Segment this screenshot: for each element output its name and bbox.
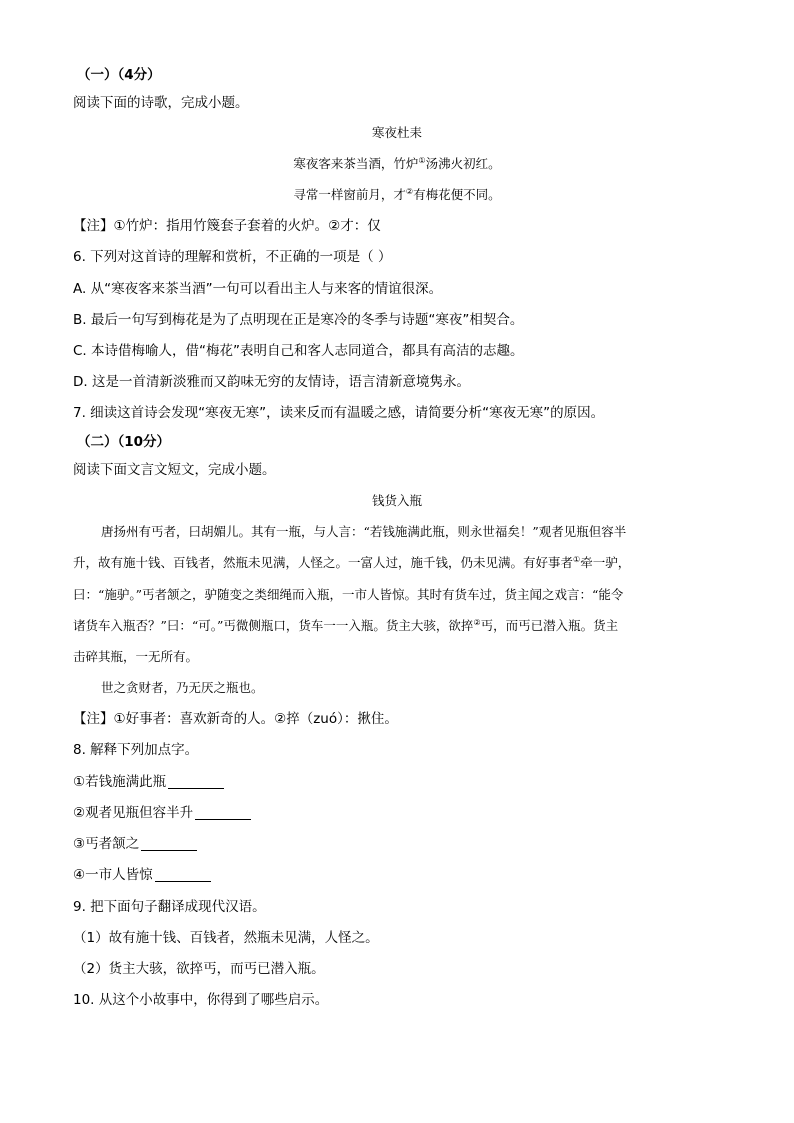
q8-item-2-text: ②观者见瓶但容半升 [73, 805, 194, 821]
passage-line-5: 击碎其瓶，一无所有。 [73, 649, 199, 664]
passage-line-3: 曰：“施驴。”丐者颔之，驴随变之类细绳而入瓶，一市人皆惊。其时有货车过，货主闻之戏言：“能令 [73, 587, 624, 602]
question-8: 8. 解释下列加点字。 [73, 742, 199, 758]
passage-line-2-a: 升，故有施十钱、百钱者，然瓶未见满，人怪之。一富人过，施千钱，仍未见满。有好事者 [73, 555, 574, 570]
q8-item-4-text: ④一市人皆惊 [73, 867, 153, 883]
poem-line-2-b: 有梅花便不同。 [413, 187, 501, 202]
passage-line-4 [73, 617, 721, 635]
poem-line-2 [0, 186, 794, 204]
q8-item-4 [73, 866, 211, 884]
passage-conclusion: 世之贪财者，乃无厌之瓶也。 [101, 680, 264, 695]
passage-line-2 [73, 554, 721, 572]
passage-line-2-b: 牵一驴， [580, 555, 631, 570]
q8-item-3 [73, 835, 197, 853]
poem-title: 寒夜杜耒 [371, 125, 422, 140]
option-a: A. 从“寒夜客来茶当酒”一句可以看出主人与来客的情谊很深。 [73, 281, 443, 297]
section2-header: （二）（10分） [77, 434, 171, 450]
section1-header: （一）（4分） [77, 67, 161, 83]
poem-note: 【注】①竹炉：指用竹篾套子套着的火炉。②才：仅 [73, 218, 381, 234]
answer-blank-3[interactable] [141, 836, 197, 851]
option-d: D. 这是一首清新淡雅而又韵味无穷的友情诗，语言清新意境隽永。 [73, 374, 470, 390]
passage-title: 钱货入瓶 [371, 493, 422, 508]
q8-item-1 [73, 773, 224, 791]
question-7: 7. 细读这首诗会发现“寒夜无寒”，读来反而有温暖之感，请简要分析“寒夜无寒”的原因。 [73, 405, 605, 421]
q8-item-3-text: ③丐者颔之 [73, 836, 140, 852]
poem-line-1-a: 寒夜客来茶当酒，竹炉 [293, 156, 419, 171]
q8-item-2 [73, 804, 251, 822]
footnote-mark-1: ① [418, 155, 426, 165]
question-9: 9. 把下面句子翻译成现代汉语。 [73, 899, 266, 915]
answer-blank-1[interactable] [168, 774, 224, 789]
footnote-mark-2: ② [405, 186, 414, 196]
question-6: 6. 下列对这首诗的理解和赏析，不正确的一项是（ ） [73, 249, 392, 265]
poem-line-1-b: 汤沸火初红。 [425, 156, 501, 171]
answer-blank-2[interactable] [195, 805, 251, 820]
section1-instruction: 阅读下面的诗歌，完成小题。 [73, 95, 249, 111]
poem-line-1 [0, 155, 794, 173]
question-10: 10. 从这个小故事中，你得到了哪些启示。 [73, 992, 329, 1008]
option-c: C. 本诗借梅喻人，借“梅花”表明自己和客人志同道合，都具有高洁的志趣。 [73, 343, 524, 359]
passage-note: 【注】①好事者：喜欢新奇的人。②捽（zuó）：揪住。 [73, 711, 398, 727]
q9-item-1: （1）故有施十钱、百钱者，然瓶未见满，人怪之。 [73, 930, 379, 946]
footnote-mark-4: ② [473, 617, 481, 627]
poem-line-2-a: 寻常一样窗前月，才 [293, 187, 406, 202]
passage-line-4-b: 丐，而丐已潜入瓶。货主 [480, 618, 619, 633]
q8-item-1-text: ①若钱施满此瓶 [73, 774, 167, 790]
footnote-mark-3: ① [573, 554, 581, 564]
q9-item-2: （2）货主大骇，欲捽丐，而丐已潜入瓶。 [73, 961, 325, 977]
passage-line-1: 唐扬州有丐者，曰胡媚儿。其有一瓶，与人言：“若钱施满此瓶，则永世福矣！”观者见瓶但容半 [101, 524, 627, 539]
answer-blank-4[interactable] [155, 867, 211, 882]
passage-line-4-a: 诸货车入瓶否？”曰：“可。”丐微侧瓶口，货车一一入瓶。货主大骇，欲捽 [73, 618, 474, 633]
section2-instruction: 阅读下面文言文短文，完成小题。 [73, 462, 276, 478]
option-b: B. 最后一句写到梅花是为了点明现在正是寒冷的冬季与诗题“寒夜”相契合。 [73, 312, 524, 328]
